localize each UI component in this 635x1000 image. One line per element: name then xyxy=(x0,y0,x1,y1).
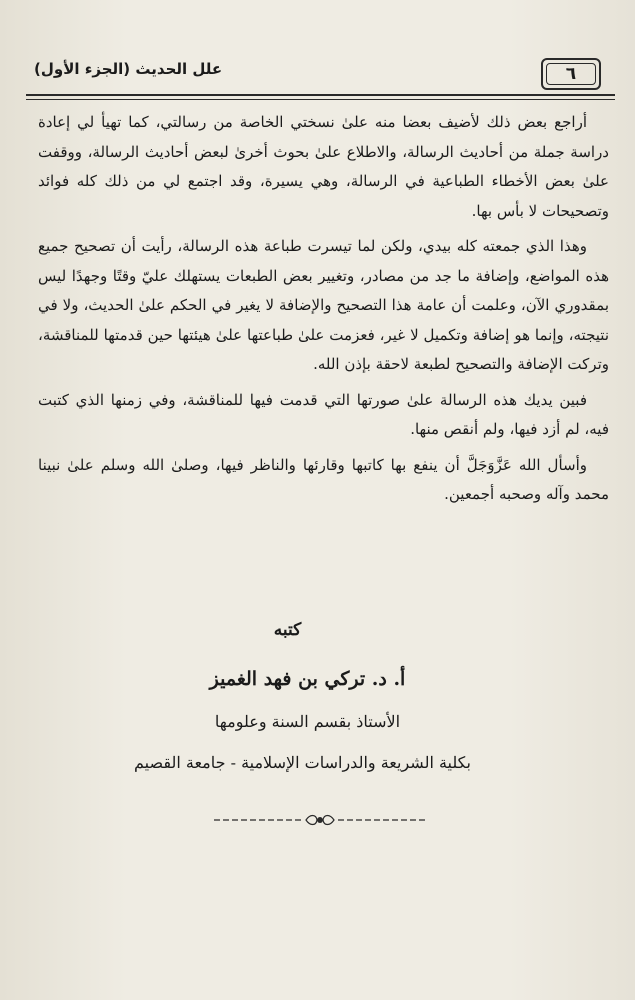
signature-wrote: كتبه xyxy=(273,620,302,640)
signature-block xyxy=(0,620,635,772)
paragraph: أراجع بعض ذلك لأضيف بعضا منه علىٰ نسختي الخاصة من رسالتي، كما تهيأ لي إعادة دراسة جملة من أحاديث الرسالة، والاطلاع علىٰ بحوث أخرىٰ لبعض أحاديث الرسالة، ووقفت علىٰ بعض الأخطاء الطباعية في الرسالة، وهي يسيرة، وقد اجتمع لي من ذلك كله فوائد وتصحيحات لا بأس بها. xyxy=(38,113,609,220)
page-header xyxy=(26,52,615,92)
ornament-divider-icon xyxy=(210,813,430,827)
header-rule xyxy=(26,94,615,96)
paragraph: وأسأل الله عَزَّوَجَلَّ أن ينفع بها كاتبها وقارئها والناظر فيها، وصلىٰ الله وسلم علىٰ نبينا محمد وآله وصحبه أجمعين. xyxy=(38,455,609,503)
running-title: علل الحديث (الجزء الأول) xyxy=(34,60,223,78)
author-title: الأستاذ بقسم السنة وعلومها xyxy=(214,712,401,731)
paragraph: فبين يديك هذه الرسالة علىٰ صورتها التي قدمت فيها للمناقشة، وفي زمنها الذي كتبت فيه، لم أزد فيها، ولم أنقص منها. xyxy=(38,390,609,438)
author-college: بكلية الشريعة والدراسات الإسلامية - جامعة القصيم xyxy=(134,753,471,772)
author-name: أ. د. تركي بن فهد الغميز xyxy=(209,668,406,690)
paragraph: وهذا الذي جمعته كله بيدي، ولكن لما تيسرت طباعة هذه الرسالة، رأيت أن تصحيح جميع هذه المواضع، وإضافة ما جد من مصادر، وتغيير بعض الطبعات يستهلك عليّ وقتًا وجهدًا ليس بمقدوري الآن، وعلمت أن عامة هذا التصحيح والإضافة لا يغير في الحكم علىٰ الحديث، ولا في نتيجته، وإنما هو إضافة وتكميل لا غير، فعزمت علىٰ طباعتها علىٰ هيئتها حين قدمتها للمناقشة، وتركت الإضافة والتصحيح لطبعة لاحقة بإذن الله. xyxy=(38,237,609,373)
page-number: ٦ xyxy=(541,58,601,90)
body-text xyxy=(38,108,609,510)
